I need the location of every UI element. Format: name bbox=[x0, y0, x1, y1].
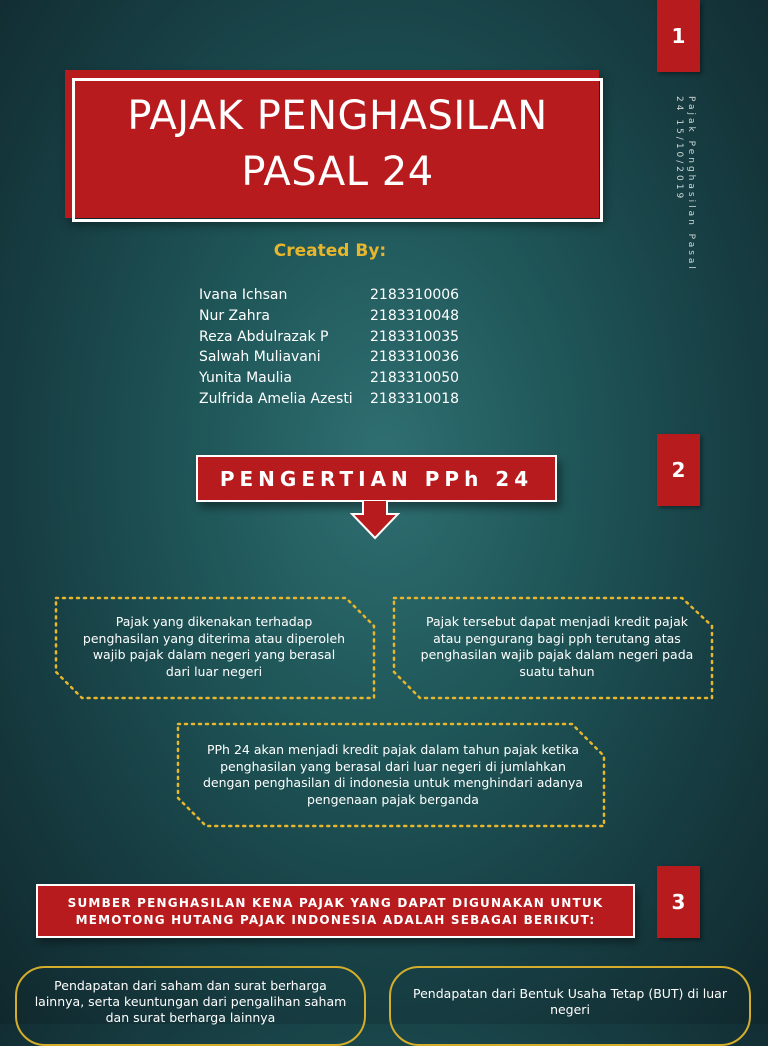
member-row bbox=[199, 388, 459, 409]
member-nim: 2183310036 bbox=[370, 349, 460, 366]
definition-text-1: Pajak yang dikenakan terhadap penghasilan yang diterima atau diperoleh wajib pajak dalam negeri yang berasal dari luar negeri bbox=[82, 614, 346, 679]
title-line-2: PASAL 24 bbox=[241, 149, 434, 195]
member-name: Ivana Ichsan bbox=[199, 287, 288, 304]
page-number-badge-3: 3 bbox=[657, 866, 700, 938]
member-name: Yunita Maulia bbox=[199, 370, 292, 387]
member-name: Reza Abdulrazak P bbox=[199, 328, 329, 345]
definition-text-2: Pajak tersebut dapat menjadi kredit pajak atau pengurang bagi pph terutang atas penghasilan wajib pajak dalam negeri pada suatu tahun bbox=[420, 614, 694, 679]
member-nim: 2183310050 bbox=[370, 370, 460, 387]
title-line-1: PAJAK PENGHASILAN bbox=[127, 93, 548, 139]
member-nim: 2183310048 bbox=[370, 308, 460, 325]
member-list bbox=[199, 285, 459, 409]
down-arrow-icon bbox=[345, 500, 405, 545]
section-heading-sumber: SUMBER PENGHASILAN KENA PAJAK YANG DAPAT DIGUNAKAN UNTUK MEMOTONG HUTANG PAJAK INDONESIA ADALAH SEBAGAI BERIKUT: bbox=[36, 884, 635, 938]
member-nim: 2183310018 bbox=[370, 390, 460, 407]
definition-text-3: PPh 24 akan menjadi kredit pajak dalam tahun pajak ketika penghasilan yang berasal dari luar negeri di jumlahkan dengan penghasilan di indonesia untuk menghindari adanya pengenaan pajak berganda bbox=[202, 742, 584, 807]
member-name: Salwah Muliavani bbox=[199, 349, 321, 366]
member-name: Nur Zahra bbox=[199, 308, 270, 325]
slide-title bbox=[72, 88, 603, 200]
page-number-badge-1: 1 bbox=[657, 0, 700, 72]
source-item-2-text: Pendapatan dari Bentuk Usaha Tetap (BUT) di luar negeri bbox=[413, 986, 727, 1017]
created-by-label: Created By: bbox=[273, 241, 387, 261]
side-footer-title: Pajak Penghasilan Pasal 24 bbox=[674, 96, 696, 272]
member-row bbox=[199, 347, 459, 368]
member-nim: 2183310006 bbox=[370, 287, 460, 304]
member-row bbox=[199, 368, 459, 389]
member-name: Zulfrida Amelia Azesti bbox=[199, 390, 353, 407]
source-item-1-text: Pendapatan dari saham dan surat berharga lainnya, serta keuntungan dari pengalihan saham dan surat berharga lainnya bbox=[34, 978, 347, 1025]
section-heading-pengertian: PENGERTIAN PPh 24 bbox=[196, 455, 557, 502]
member-row bbox=[199, 326, 459, 347]
side-footer-date: 15/10/2019 bbox=[674, 119, 684, 202]
member-row bbox=[199, 285, 459, 306]
member-row bbox=[199, 306, 459, 327]
page-number-badge-2: 2 bbox=[657, 434, 700, 506]
member-nim: 2183310035 bbox=[370, 328, 460, 345]
side-footer bbox=[663, 96, 697, 286]
